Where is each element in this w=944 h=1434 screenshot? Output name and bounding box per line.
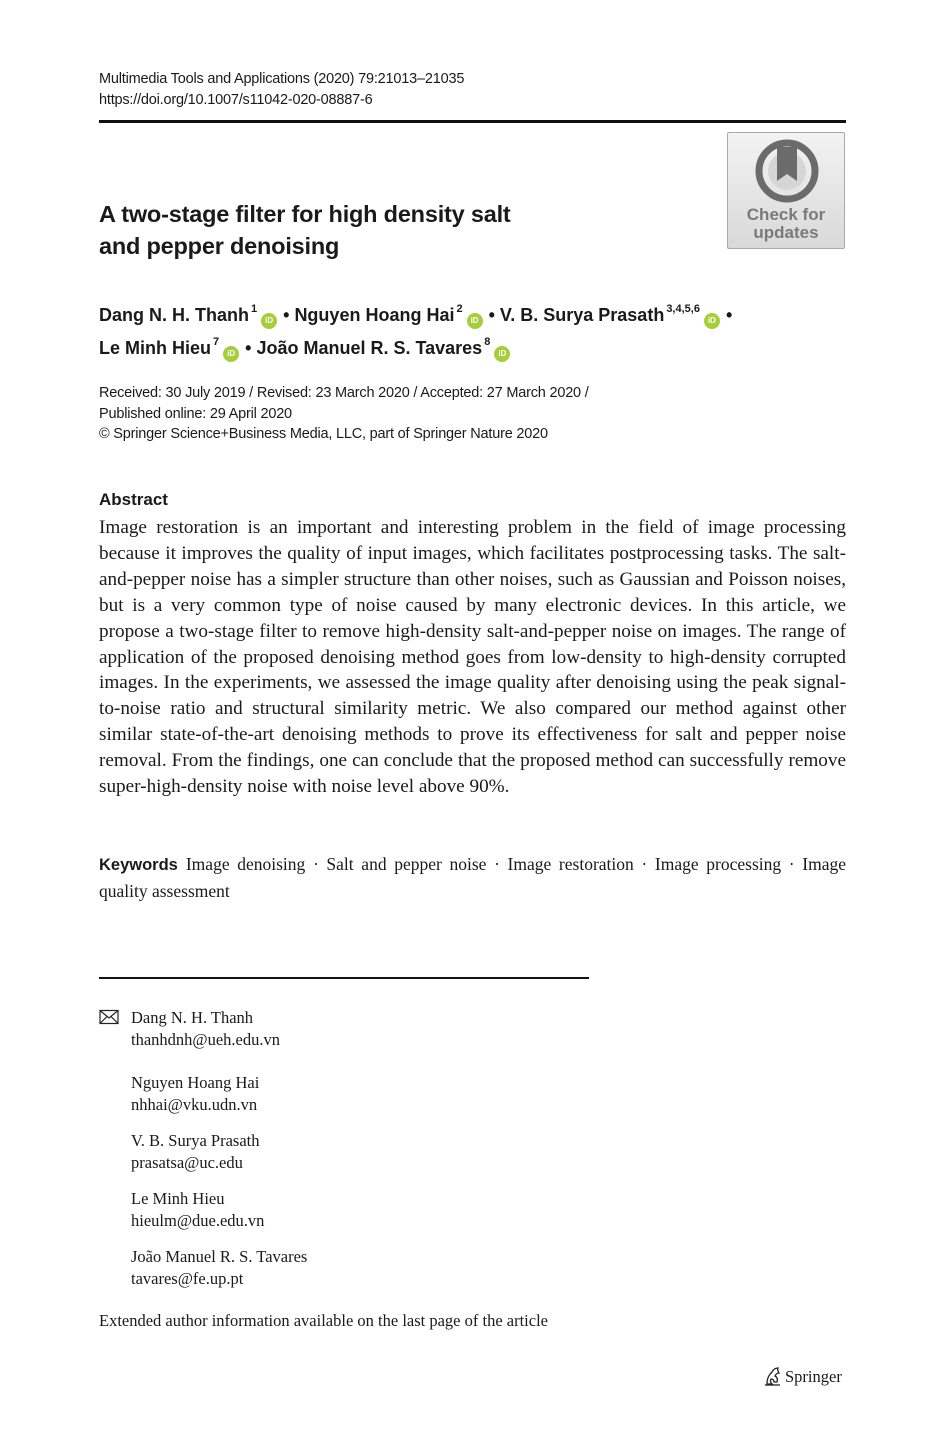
correspondence-name: Dang N. H. Thanh — [131, 1008, 254, 1027]
separator: • — [725, 305, 733, 325]
correspondence-entry — [131, 1246, 307, 1289]
orcid-icon[interactable]: iD — [467, 313, 483, 329]
orcid-icon[interactable]: iD — [494, 346, 510, 362]
author-name: João Manuel R. S. Tavares — [256, 338, 483, 358]
correspondence-email[interactable]: tavares@fe.up.pt — [131, 1268, 244, 1288]
abstract-text: Image restoration is an important and interesting problem in the field of image processing because it improves the quality of input images, which facilitates postprocessing tasks. The salt-and-pepper noise has a simpler structure than other noises, such as Gaussian and Poisson noises, but is a very common type of noise caused by many electronic devices. In this article, we propose a two-stage filter to remove high-density salt-and-pepper noise on images. The range of application of the proposed denoising method goes from low-density to high-density corrupted images. In the experiments, we assessed the image quality after denoising using the peak signal-to-noise ratio and structural similarity metric. We also compared our method against other similar state-of-the-art denoising methods to prove its effectiveness for salt and pepper noise removal. From the findings, one can conclude that the proposed method can successfully remove super-high-density noise with noise level above 90%. — [99, 517, 846, 798]
correspondence-email[interactable]: hieulm@due.edu.vn — [131, 1210, 265, 1230]
keywords-block — [99, 851, 846, 904]
author-name: Dang N. H. Thanh — [99, 305, 249, 325]
correspondence-email[interactable]: prasatsa@uc.edu — [131, 1152, 243, 1172]
publisher-name: Springer — [785, 1367, 842, 1386]
paper-title — [99, 198, 659, 262]
author-affiliation: 8 — [484, 336, 491, 348]
extended-author-note: Extended author information available on the last page of the article — [99, 1311, 548, 1330]
title-line1: A two-stage filter for high density salt — [99, 201, 511, 227]
crossmark-icon — [755, 139, 819, 203]
abstract-heading: Abstract — [99, 490, 168, 509]
correspondence-entry — [131, 1188, 264, 1231]
badge-line2: updates — [753, 223, 819, 242]
separator: • — [488, 305, 495, 325]
title-line2: and pepper denoising — [99, 233, 340, 259]
correspondence-name: V. B. Surya Prasath — [131, 1131, 260, 1150]
publisher-logo — [764, 1366, 842, 1387]
copyright-line: © Springer Science+Business Media, LLC, part of Springer Nature 2020 — [99, 426, 548, 442]
orcid-icon[interactable]: iD — [704, 313, 720, 329]
publication-dates — [99, 383, 589, 445]
author-name: Nguyen Hoang Hai — [294, 305, 455, 325]
separator: • — [245, 338, 252, 358]
author-list — [99, 296, 859, 362]
keywords-heading: Keywords — [99, 856, 178, 874]
author-line1 — [99, 296, 859, 329]
correspondence-email[interactable]: thanhdnh@ueh.edu.vn — [131, 1029, 280, 1049]
author-name: Le Minh Hieu — [99, 338, 211, 358]
correspondence-name: Nguyen Hoang Hai — [131, 1073, 260, 1092]
author-affiliation: 3,4,5,6 — [666, 303, 700, 315]
header-divider — [99, 120, 846, 123]
author-name: V. B. Surya Prasath — [499, 305, 665, 325]
orcid-icon[interactable]: iD — [223, 346, 239, 362]
keywords-text: Image denoising · Salt and pepper noise · Image restoration · Image processing · Image quality assessment — [99, 854, 846, 901]
dates-line2: Published online: 29 April 2020 — [99, 405, 292, 422]
correspondence-email[interactable]: nhhai@vku.udn.vn — [131, 1094, 258, 1114]
journal-header — [99, 69, 464, 111]
separator: • — [283, 305, 290, 325]
badge-line1: Check for — [746, 205, 826, 224]
correspondence-name: João Manuel R. S. Tavares — [131, 1247, 308, 1266]
author-affiliation: 1 — [251, 303, 258, 315]
correspondence-entry — [131, 1072, 259, 1115]
author-affiliation: 7 — [213, 336, 220, 348]
correspondence-entry — [131, 1007, 280, 1050]
envelope-icon — [99, 1009, 119, 1025]
footnote-divider — [99, 977, 589, 979]
correspondence-name: Le Minh Hieu — [131, 1189, 225, 1208]
orcid-icon[interactable]: iD — [261, 313, 277, 329]
check-for-updates-badge[interactable] — [727, 132, 845, 249]
author-affiliation: 2 — [456, 303, 463, 315]
correspondence-entry — [131, 1130, 260, 1173]
author-line2 — [99, 329, 859, 362]
journal-citation: Multimedia Tools and Applications (2020) 79:21013–21035 — [99, 71, 465, 87]
doi-link[interactable]: https://doi.org/10.1007/s11042-020-08887-6 — [99, 92, 373, 108]
dates-line1: Received: 30 July 2019 / Revised: 23 March 2020 / Accepted: 27 March 2020 / — [99, 385, 589, 401]
springer-horse-icon — [764, 1366, 782, 1386]
